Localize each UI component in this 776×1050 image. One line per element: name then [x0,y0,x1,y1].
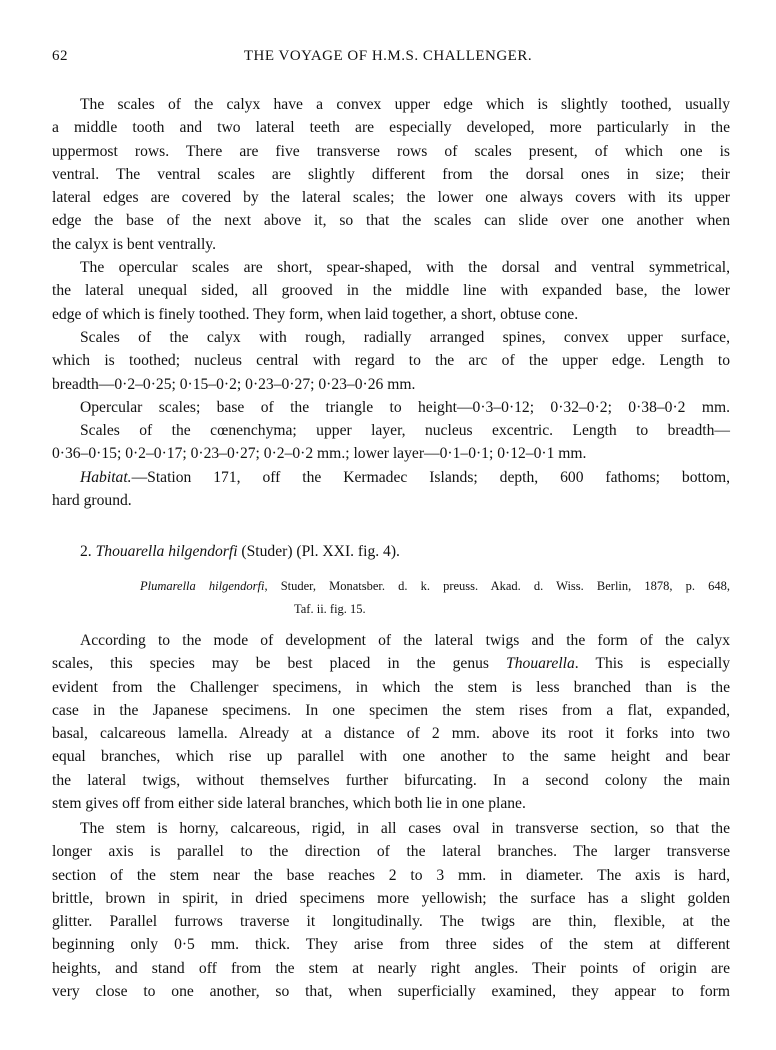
paragraph [52,326,730,396]
paragraph [52,817,730,1003]
text-line [52,629,730,652]
text-segment: section of the stem near the base reaches 2 to 3 mm. in diameter. The axis is hard, [52,866,730,884]
text-segment: Taf. ii. fig. 15. [294,602,366,617]
text-line [52,887,730,910]
text-segment: (Studer) (Pl. XXI. fig. 4). [237,543,400,560]
text-line [52,209,730,232]
text-segment: the calyx is bent ventrally. [52,235,216,253]
text-segment: evident from the Challenger specimens, in which the stem is less branched than is the [52,678,730,696]
text-line [52,699,730,722]
text-line [52,186,730,209]
synonymy-citation [140,576,730,623]
text-line [52,980,730,1003]
text-segment: equal branches, which rise up parallel with one another to the same height and bear [52,748,730,766]
paragraph [52,93,730,256]
text-line [52,279,730,302]
text-line [52,840,730,863]
text-line [52,466,730,489]
text-segment: case in the Japanese specimens. In one specimen the stem rises from a flat, expanded, [52,701,730,719]
paragraph [52,396,730,419]
text-segment: Opercular scales; base of the triangle to height—0·3–0·12; 0·32–0·2; 0·38–0·2 mm. [80,399,730,416]
text-line [52,489,730,512]
text-segment: glitter. Parallel furrows traverse it longitudinally. The twigs are thin, flexible, at the [52,913,730,931]
text-segment: lateral edges are covered by the lateral scales; the lower one always covers with its upper [52,189,730,207]
text-segment: The opercular scales are short, spear-shaped, with the dorsal and ventral symmetrical, [80,259,730,276]
italic-text: Plumarella hilgendorfi [140,579,265,593]
text-line [140,599,730,622]
paragraph [52,419,730,466]
text-segment: According to the mode of development of the lateral twigs and the form of the calyx [80,632,730,649]
text-segment: . This is especially [574,655,730,673]
text-line [52,933,730,956]
text-line [52,676,730,699]
text-segment: Scales of the cœnenchyma; upper layer, nucleus excentric. Length to breadth— [80,422,730,439]
text-line [52,419,730,442]
text-segment: The stem is horny, calcareous, rigid, in all cases oval in transverse section, so that the [80,820,730,837]
text-segment: which is toothed; nucleus central with regard to the arc of the upper edge. Length to [52,352,730,370]
text-segment: hard ground. [52,492,132,510]
text-segment: the lateral unequal sided, all grooved in the middle line with expanded base, the lower [52,282,730,300]
text-line [52,93,730,116]
text-line [52,769,730,792]
text-line [52,792,730,815]
page-number: 62 [52,48,68,64]
text-segment: Scales of the calyx with rough, radially arranged spines, convex upper surface, [80,329,730,346]
text-line [140,576,730,599]
text-segment: ventral. The ventral scales are slightly different from the dorsal ones in size; their [52,165,730,183]
text-line [52,349,730,372]
paragraph [52,256,730,326]
text-line [52,303,730,326]
text-line [52,116,730,139]
text-line [52,256,730,279]
text-segment: basal, calcareous lamella. Already at a distance of 2 mm. above its root it forks into two [52,725,730,743]
text-line [52,140,730,163]
text-segment: 2. [80,543,96,560]
text-segment: , Studer, Monatsber. d. k. preuss. Akad. d. Wiss. Berlin, 1878, p. 648, [264,579,730,593]
text-line [52,722,730,745]
text-segment: beginning only 0·5 mm. thick. They arise from three sides of the stem at different [52,936,730,954]
text-segment: heights, and stand off from the stem at nearly right angles. Their points of origin are [52,959,730,977]
text-segment: very close to one another, so that, when superficially examined, they appear to form [52,983,730,1001]
italic-text: Habitat. [80,469,132,486]
species-heading [52,540,730,563]
text-line [52,373,730,396]
italic-text: Thouarella hilgendorfi [95,543,238,560]
text-segment: edge the base of the next above it, so that the scales can slide over one another when [52,212,730,230]
text-segment: stem gives off from either side lateral branches, which both lie in one plane. [52,795,526,813]
text-line [52,910,730,933]
text-line [52,817,730,840]
text-segment: uppermost rows. There are five transverse rows of scales present, of which one is [52,142,730,160]
text-segment: breadth—0·2–0·25; 0·15–0·2; 0·23–0·27; 0·23–0·26 mm. [52,375,416,393]
text-segment: The scales of the calyx have a convex upper edge which is slightly toothed, usually [80,96,730,113]
text-line [52,745,730,768]
text-line [52,957,730,980]
text-segment: 0·36–0·15; 0·2–0·17; 0·23–0·27; 0·2–0·2 mm.; lower layer—0·1–0·1; 0·12–0·1 mm. [52,445,587,463]
text-segment: —Station 171, off the Kermadec Islands; depth, 600 fathoms; bottom, [131,469,730,486]
text-line [52,396,730,419]
italic-text: Thouarella [506,655,575,673]
text-segment: brittle, brown in spirit, in dried specimens more yellowish; the surface has a slight golden [52,889,730,907]
text-segment: edge of which is finely toothed. They form, when laid together, a short, obtuse cone. [52,305,579,323]
running-title: THE VOYAGE OF H.M.S. CHALLENGER. [243,48,533,64]
text-segment: scales, this species may be best placed in the genus [52,655,507,673]
text-line [52,864,730,887]
text-line [52,442,730,465]
text-line [52,652,730,675]
paragraph [52,629,730,815]
text-line [52,163,730,186]
text-segment: longer axis is parallel to the direction of the lateral branches. The larger transverse [52,843,730,861]
text-line [52,233,730,256]
text-line [52,326,730,349]
paragraph [52,466,730,513]
text-segment: a middle tooth and two lateral teeth are especially developed, more particularly in the [52,119,730,137]
text-segment: the lateral twigs, without themselves further bifurcating. In a second colony the main [52,771,730,789]
text-line [52,540,730,563]
